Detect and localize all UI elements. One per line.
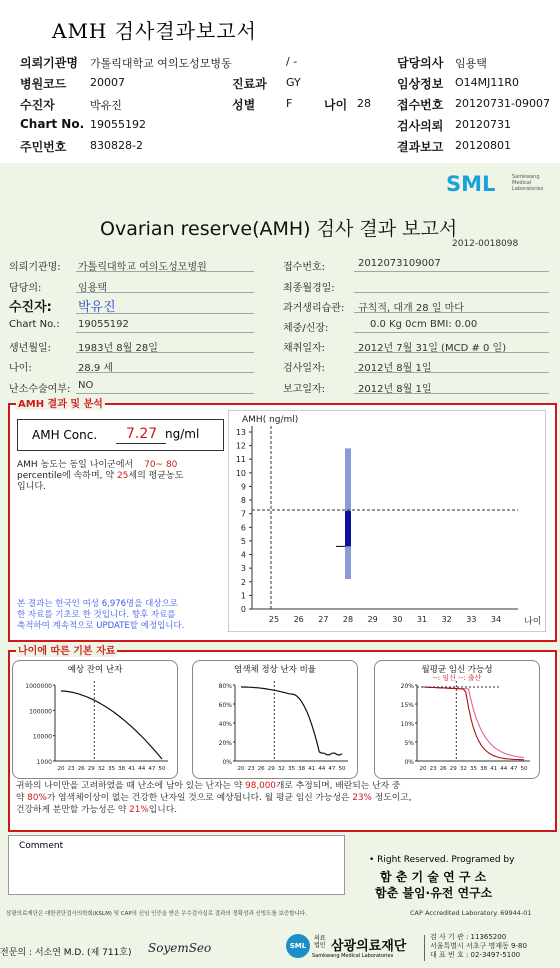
chart-y-tick-label: 7 xyxy=(240,509,246,519)
mini-x-tick-label: 32 xyxy=(97,766,105,772)
chart-y-tick-label: 13 xyxy=(235,428,246,437)
mini-x-tick-label: 20 xyxy=(57,766,65,772)
amh-percentile-chart xyxy=(228,410,546,632)
info-label-test-date: 검사일자: xyxy=(283,363,326,374)
info-label-doctor: 담당의: xyxy=(9,283,42,294)
value-patient: 박유진 xyxy=(90,99,122,112)
chart-x-tick-label: 29 xyxy=(367,615,378,624)
label-chart-no: Chart No. xyxy=(20,117,85,131)
value-age: 28 xyxy=(357,97,371,110)
label-sex: 성별 xyxy=(232,98,256,112)
label-receipt-no: 접수번호 xyxy=(397,98,444,112)
mini-x-tick-label: 26 xyxy=(439,766,447,772)
info-label-clinic: 의뢰기관명: xyxy=(9,262,61,273)
info-label-report-date: 보고일자: xyxy=(283,384,326,395)
interp-text-4: 입니다. xyxy=(17,482,46,492)
info-label-weight-height: 체중/신장: xyxy=(283,323,329,334)
cap-accreditation: CAP Accredited Laboratory. 69944-01 xyxy=(410,909,532,917)
foundation-logo-icon: SML xyxy=(286,934,310,958)
mini-chart-2 xyxy=(192,660,358,779)
label-age: 나이 xyxy=(324,98,348,112)
summary-oocytes: 98,000 xyxy=(245,781,276,791)
value-sex: F xyxy=(286,97,293,110)
mini-chart-1-title: 예상 잔여 난자 xyxy=(67,665,123,675)
label-test-request: 검사의뢰 xyxy=(397,119,444,133)
mini-x-tick-label: 26 xyxy=(77,766,85,772)
mini-x-tick-label: 44 xyxy=(138,766,146,772)
mini-x-tick-label: 29 xyxy=(449,766,457,772)
chart-y-tick-label: 5 xyxy=(240,536,246,546)
mini-y-tick-label: 10000 xyxy=(32,733,52,741)
chart-x-tick-label: 32 xyxy=(441,615,452,624)
mini-x-tick-label: 50 xyxy=(338,766,346,772)
info-label-cycle: 과거생리습관: xyxy=(283,303,345,314)
chart-y-tick-label: 11 xyxy=(235,455,246,465)
comment-label: Comment xyxy=(19,841,64,851)
label-patient: 수진자 xyxy=(20,98,55,112)
mini-x-tick-label: 44 xyxy=(500,766,508,772)
mini-x-tick-label: 26 xyxy=(257,766,265,772)
document-title: AMH 검사결과보고서 xyxy=(52,19,257,43)
info-value-ovary-surgery: NO xyxy=(78,380,94,391)
info-value-cycle: 규칙적, 대개 28 일 마다 xyxy=(358,303,464,314)
mini-chart-3-plot xyxy=(375,673,539,778)
info-value-receipt: 2012073109007 xyxy=(358,258,441,269)
info-value-age: 28.9 세 xyxy=(78,363,114,374)
chart-x-axis-label: 나이 xyxy=(524,617,542,627)
mini-x-tick-label: 32 xyxy=(459,766,467,772)
value-resident-no: 830828-2 xyxy=(90,139,143,152)
mini-x-tick-label: 41 xyxy=(128,766,136,772)
value-ward: / - xyxy=(286,55,298,68)
summary-text-2c: 가 염색체이상이 없는 건강한 난자일 것으로 예상됩니다. 월 평균 임신 가능성은 xyxy=(46,793,350,803)
value-doctor: 임용택 xyxy=(455,57,487,70)
summary-text-2a: 약 xyxy=(16,793,25,803)
label-clinical-info: 임상정보 xyxy=(397,77,444,91)
amh-conc-label: AMH Conc. xyxy=(32,428,98,442)
interp-text-3: 세의 평균농도 xyxy=(128,471,184,481)
label-result-report: 결과보고 xyxy=(397,140,444,154)
summary-delivery-rate: 21% xyxy=(129,805,149,815)
note-line-2: 한 자료를 기초로 한 것입니다. 향후 자료를 xyxy=(17,610,176,620)
note-line-3: 축적하여 계속적으로 UPDATE할 예정입니다. xyxy=(17,621,185,631)
info-label-lmp: 최종월경일: xyxy=(283,283,335,294)
chart-y-tick-label: 0 xyxy=(240,605,246,614)
foundation-name: 삼광의료재단 xyxy=(331,939,407,954)
mini3-series-pregnancy xyxy=(423,687,524,758)
sml-sub-1: Samkwang xyxy=(512,174,540,180)
value-test-request: 20120731 xyxy=(455,118,511,131)
amh-conc-unit: ng/ml xyxy=(165,427,200,441)
interp-text-2: percentile에 속하며, 약 xyxy=(17,471,115,481)
chart-y-tick-label: 2 xyxy=(240,577,246,587)
sml-logo-text: SML xyxy=(446,172,496,196)
mini-x-tick-label: 47 xyxy=(328,766,336,772)
info-label-collection: 채취일자: xyxy=(283,343,326,354)
summary-text-2e: 정도이고, xyxy=(374,793,412,803)
mini-y-tick-label: 1000000 xyxy=(25,683,52,690)
chart-y-tick-label: 9 xyxy=(240,482,246,492)
comment-box xyxy=(8,835,345,895)
mini-x-tick-label: 47 xyxy=(510,766,518,772)
info-label-receipt: 접수번호: xyxy=(283,262,326,273)
sml-sub-2: Medical xyxy=(512,180,532,186)
info-value-test-date: 2012년 8월 1일 xyxy=(358,363,432,374)
mini-x-tick-label: 20 xyxy=(419,766,427,772)
mini-x-tick-label: 47 xyxy=(148,766,156,772)
info-value-doctor: 임용택 xyxy=(78,283,107,294)
mini-x-tick-label: 50 xyxy=(158,766,166,772)
summary-text-1a: 귀하의 나이만을 고려하였을 때 난소에 남아 있는 난자는 약 xyxy=(16,781,243,791)
mini-x-tick-label: 29 xyxy=(87,766,95,772)
contact-line-3: 대 표 번 호 : 02-3497-5100 xyxy=(430,951,521,959)
chart-y-tick-label: 6 xyxy=(240,523,246,533)
mini-chart-1-plot xyxy=(13,673,177,778)
chart-x-tick-label: 34 xyxy=(490,615,502,624)
chart-y-tick-label: 4 xyxy=(240,550,246,560)
mini-x-tick-label: 38 xyxy=(298,766,306,772)
value-receipt-no: 20120731-09007 xyxy=(455,97,550,110)
chart-y-axis-label: AMH( ng/ml) xyxy=(242,415,299,425)
mini-x-tick-label: 50 xyxy=(520,766,528,772)
value-department: GY xyxy=(286,76,301,89)
interp-range: 70~ 80 xyxy=(144,460,178,470)
chart-y-tick-label: 8 xyxy=(240,496,246,506)
mini-y-tick-label: 1000 xyxy=(36,759,52,766)
mini-x-tick-label: 38 xyxy=(118,766,126,772)
value-hospital-code: 20007 xyxy=(90,76,125,89)
mini-chart-1 xyxy=(12,660,178,779)
mini-x-tick-label: 35 xyxy=(108,766,115,772)
interp-age: 25 xyxy=(116,471,129,481)
amh-section-title: AMH 결과 및 분석 xyxy=(16,395,105,410)
label-clinic: 의뢰기관명 xyxy=(20,56,78,70)
info-label-patient: 수진자: xyxy=(9,300,52,315)
mini-y-tick-label: 40% xyxy=(218,721,232,728)
mini-x-tick-label: 23 xyxy=(429,766,437,772)
mini-x-tick-label: 35 xyxy=(288,766,295,772)
report-title: Ovarian reserve(AMH) 검사 결과 보고서 xyxy=(100,218,458,240)
chart-frame xyxy=(228,410,546,632)
foundation-prefix: 의료 법인 xyxy=(314,935,326,949)
mini-y-tick-label: 20% xyxy=(218,740,232,747)
mini2-curve xyxy=(241,687,342,755)
amh-section xyxy=(8,399,557,642)
contact-line-2: 서울특별시 서초구 명재동 9-80 xyxy=(430,942,527,950)
org-name-2: 함춘 불임·유전 연구소 xyxy=(375,886,493,900)
mini-x-tick-label: 41 xyxy=(490,766,498,772)
mini-x-tick-label: 44 xyxy=(318,766,326,772)
doctor-name: 전문의 : 서소연 M.D. (제 711호) xyxy=(0,948,132,958)
info-value-clinic: 가톨릭대학교 여의도성모병원 xyxy=(78,262,207,273)
summary-text-1c: 개로 추정되며, 배란되는 난자 중 xyxy=(275,781,401,791)
summary-pregnancy-rate: 23% xyxy=(352,793,372,803)
mini-y-tick-label: 10% xyxy=(400,721,414,728)
mini-x-tick-label: 23 xyxy=(247,766,255,772)
mini-chart-3 xyxy=(374,660,540,779)
value-clinical-info: O14MJ11R0 xyxy=(455,76,520,89)
mini-y-tick-label: 0% xyxy=(222,759,232,766)
rights-text: • Right Reserved. Programed by xyxy=(369,855,515,865)
info-value-birth: 1983년 8월 28일 xyxy=(78,343,158,354)
chart-x-tick-label: 30 xyxy=(392,615,403,624)
range-bar-inner xyxy=(345,511,351,546)
label-doctor: 담당의사 xyxy=(397,56,444,70)
report-number: 2012-0018098 xyxy=(452,239,519,249)
chart-y-tick-label: 1 xyxy=(240,591,246,601)
info-value-weight-height: 0.0 Kg 0cm BMI: 0.00 xyxy=(370,319,478,330)
mini-x-tick-label: 32 xyxy=(277,766,285,772)
mini3-series-birth xyxy=(423,687,524,760)
info-label-ovary-surgery: 난소수술여부: xyxy=(9,384,71,395)
mini-chart-3-legend: --: 임신 --: 출산 xyxy=(432,674,482,682)
value-result-report: 20120801 xyxy=(455,139,511,152)
mini-y-tick-label: 15% xyxy=(400,702,414,709)
mini-x-tick-label: 29 xyxy=(267,766,275,772)
chart-y-tick-label: 3 xyxy=(240,564,246,574)
mini-y-tick-label: 100000 xyxy=(29,708,52,716)
chart-x-tick-label: 27 xyxy=(318,615,329,624)
summary-normal-rate: 80% xyxy=(27,793,47,803)
mini-x-tick-label: 35 xyxy=(470,766,477,772)
mini-y-tick-label: 0% xyxy=(404,759,414,766)
mini-chart-2-plot xyxy=(193,673,357,778)
sml-logo xyxy=(446,171,556,201)
chart-y-tick-label: 12 xyxy=(235,441,246,451)
info-label-chart-no: Chart No.: xyxy=(9,319,60,330)
footer-note: 삼광의료재단은 대한진단검사의학회(KSLM) 및 CAP의 신임 인증을 받은 우수검사실로 결과의 정확성과 신빙도를 보증합니다. xyxy=(6,911,307,917)
mini1-curve xyxy=(61,691,162,759)
label-resident-no: 주민번호 xyxy=(20,140,67,154)
chart-x-tick-label: 25 xyxy=(268,615,280,624)
chart-x-tick-label: 33 xyxy=(466,615,477,624)
age-section xyxy=(8,646,557,832)
info-value-chart-no: 19055192 xyxy=(78,319,129,330)
mini-x-tick-label: 38 xyxy=(480,766,488,772)
sml-sub-3: Laboratories xyxy=(512,186,544,192)
label-department: 진료과 xyxy=(232,77,267,91)
org-name-1: 함 춘 기 술 연 구 소 xyxy=(380,870,487,884)
mini-y-tick-label: 20% xyxy=(400,683,414,690)
chart-y-tick-label: 10 xyxy=(235,468,246,478)
foundation-name-en: Samkwang Medical Laboratories xyxy=(312,953,394,959)
mini-x-tick-label: 20 xyxy=(237,766,245,772)
mini-x-tick-label: 23 xyxy=(67,766,75,772)
mini-y-tick-label: 80% xyxy=(218,683,232,690)
value-chart-no: 19055192 xyxy=(90,118,146,131)
note-line-1: 본 결과는 한국인 여성 6,976명을 대상으로 xyxy=(17,599,179,609)
info-label-age: 나이: xyxy=(9,363,32,374)
amh-value-box xyxy=(17,419,224,451)
amh-conc-value: 7.27 xyxy=(126,426,158,442)
age-section-title: 나이에 따른 기본 자료 xyxy=(16,642,117,657)
report-sheet xyxy=(0,163,560,968)
contact-line-1: 검 사 기 관 : 11365200 xyxy=(430,933,507,941)
mini-y-tick-label: 5% xyxy=(404,740,414,747)
mini-y-tick-label: 60% xyxy=(218,702,232,709)
info-value-patient: 박유진 xyxy=(78,300,116,315)
chart-x-tick-label: 28 xyxy=(342,615,354,624)
summary-text-3a: 건강하게 분만할 가능성은 약 xyxy=(16,805,127,815)
mini-chart-2-title: 염색체 정상 난자 비율 xyxy=(233,665,316,675)
label-hospital-code: 병원코드 xyxy=(20,77,67,91)
info-value-collection: 2012년 7월 31일 (MCD # 0 일) xyxy=(358,343,507,354)
mini-chart-3-title: 월평균 임신 가능성 xyxy=(421,665,493,675)
interp-text-1: AMH 농도는 동일 나이군에서 xyxy=(17,460,134,470)
summary-text-3c: 입니다. xyxy=(148,805,178,815)
chart-x-tick-label: 26 xyxy=(293,615,304,624)
value-clinic: 가톨릭대학교 여의도성모병동 xyxy=(90,57,232,70)
info-value-report-date: 2012년 8월 1일 xyxy=(358,384,432,395)
chart-x-tick-label: 31 xyxy=(416,615,428,624)
signature-image: SoyemSeo xyxy=(148,941,212,955)
mini-x-tick-label: 41 xyxy=(308,766,316,772)
info-label-birth: 생년월일: xyxy=(9,343,52,354)
